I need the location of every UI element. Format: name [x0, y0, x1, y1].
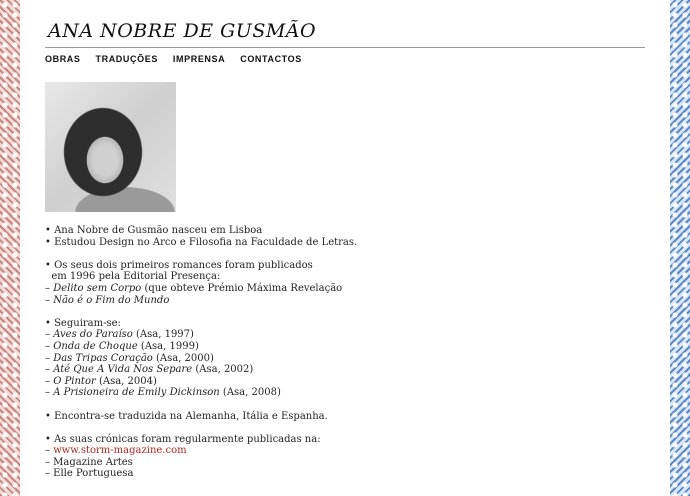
book-title: Aves do Paraíso — [53, 329, 133, 341]
dash: – — [45, 282, 54, 294]
bio-line: • Encontra-se traduzida na Alemanha, Itália e Espanha. — [45, 410, 328, 422]
book-title: Das Tripas Coração — [53, 352, 153, 364]
book-item — [45, 341, 645, 353]
bio-line: • Estudou Design no Arco e Filosofia na Faculdade de Letras. — [45, 236, 358, 248]
dash: – — [45, 294, 54, 306]
title-divider — [45, 47, 645, 48]
book-detail: (Asa, 2000) — [152, 352, 214, 364]
book-title: Onda de Choque — [53, 340, 138, 352]
book-detail: (Asa, 1999) — [137, 340, 199, 352]
site-title: ANA NOBRE DE GUSMÃO — [48, 20, 317, 42]
dash: – — [45, 375, 54, 387]
book-title: Não é o Fim do Mundo — [53, 294, 170, 306]
book-item — [45, 376, 645, 388]
book-title: Até Que A Vida Nos Separe — [53, 364, 193, 376]
link-item: – www.storm-magazine.com — [45, 445, 187, 457]
decorative-border-left — [0, 0, 20, 496]
nav-imprensa[interactable]: IMPRENSA — [172, 54, 226, 64]
bio-line: • Ana Nobre de Gusmão nasceu em Lisboa — [45, 225, 263, 236]
book-item — [45, 353, 645, 365]
book-title: O Pintor — [53, 375, 96, 387]
dash: – — [45, 352, 54, 364]
book-item — [45, 295, 645, 307]
decorative-border-right — [670, 0, 690, 496]
book-item — [45, 283, 645, 295]
book-item — [45, 364, 645, 376]
dash: – — [45, 364, 54, 376]
bio-line: em 1996 pela Editorial Presença: — [45, 271, 221, 283]
book-detail: (Asa, 2008) — [219, 387, 281, 399]
main-nav — [45, 54, 317, 64]
book-detail: (Asa, 1997) — [132, 329, 194, 341]
dash: – — [45, 340, 54, 352]
bio-line: • Os seus dois primeiros romances foram publicados — [45, 259, 313, 271]
author-portrait — [45, 82, 176, 212]
storm-magazine-link[interactable]: www.storm-magazine.com — [53, 445, 187, 457]
bio-line: • As suas crónicas foram regularmente publicadas na: — [45, 433, 321, 445]
nav-obras[interactable]: OBRAS — [45, 54, 81, 64]
bio-line: – Magazine Artes — [45, 456, 133, 468]
book-item — [45, 387, 645, 399]
biography — [45, 225, 645, 480]
book-title: A Prisioneira de Emily Dickinson — [53, 387, 220, 399]
nav-traducoes[interactable]: TRADUÇÕES — [95, 54, 158, 64]
book-detail: (que obteve Prémio Máxima Revelação — [141, 282, 343, 294]
book-detail: (Asa, 2002) — [192, 364, 254, 376]
nav-contactos[interactable]: CONTACTOS — [240, 54, 302, 64]
bio-line: • Seguiram-se: — [45, 317, 121, 329]
bio-line: – Elle Portuguesa — [45, 468, 134, 480]
book-item — [45, 329, 645, 341]
book-detail: (Asa, 2004) — [95, 375, 157, 387]
dash: – — [45, 329, 54, 341]
dash: – — [45, 387, 54, 399]
book-title: Delito sem Corpo — [53, 282, 142, 294]
